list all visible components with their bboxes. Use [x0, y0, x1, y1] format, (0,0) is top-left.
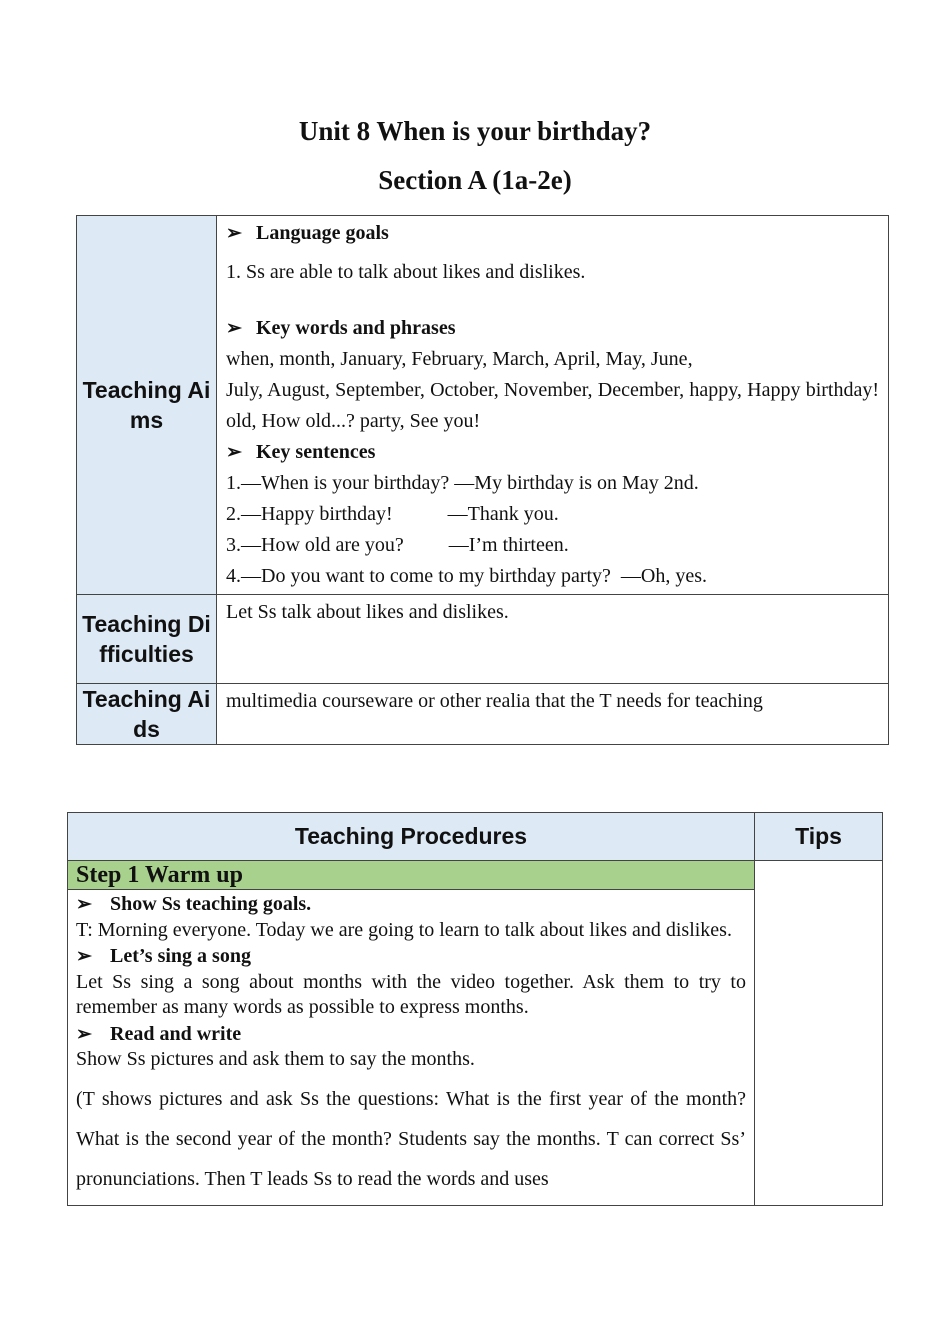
key-words-line-2: July, August, September, October, November, December, happy, Happy birthday! old, How old...? party, See you! — [226, 379, 879, 432]
sentence-item: 2.—Happy birthday! —Thank you. — [226, 503, 559, 525]
sing-heading — [76, 944, 746, 970]
sing-title: Let’s sing a song — [110, 945, 251, 967]
aids-label: Teaching Aids — [77, 684, 217, 745]
key-sentences-title: Key sentences — [256, 441, 376, 463]
sentence-item: 4.—Do you want to come to my birthday party? —Oh, yes. — [226, 565, 708, 587]
arrowhead-bullet-icon: ➢ — [76, 946, 92, 967]
read-write-heading — [76, 1022, 746, 1048]
sing-text: Let Ss sing a song about months with the video together. Ask them to try to remember as many words as possible to express months. — [76, 970, 746, 1018]
key-sentences-heading — [226, 437, 879, 468]
tips-header: Tips — [755, 813, 883, 861]
step1-content — [68, 890, 755, 1206]
step1-row — [68, 861, 883, 890]
arrowhead-bullet-icon: ➢ — [226, 442, 242, 463]
sentence-item: 1.—When is your birthday? —My birthday is on May 2nd. — [226, 472, 699, 494]
aims-content — [217, 216, 889, 595]
arrowhead-bullet-icon: ➢ — [76, 1023, 92, 1045]
arrowhead-bullet-icon: ➢ — [76, 894, 92, 915]
difficulties-content: Let Ss talk about likes and dislikes. — [217, 595, 889, 684]
arrowhead-bullet-icon: ➢ — [226, 223, 242, 244]
show-goals-text: T: Morning everyone. Today we are going to learn to talk about likes and dislikes. — [76, 918, 732, 941]
procedure-paragraph: (T shows pictures and ask Ss the questions: What is the first year of the month? What is the second year of the month? Students say the months. T can correct Ss’ pronunciations. Then T leads Ss to read the words and uses — [76, 1087, 746, 1190]
aims-label: Teaching Aims — [77, 216, 217, 595]
procedures-header-row — [68, 813, 883, 861]
language-goals-heading — [226, 218, 879, 249]
language-goals-title: Language goals — [256, 222, 389, 244]
key-words-title: Key words and phrases — [256, 317, 456, 339]
teaching-aims-table — [76, 215, 889, 745]
arrowhead-bullet-icon: ➢ — [226, 318, 242, 339]
key-words-line-1: when, month, January, February, March, April, May, June, — [226, 348, 693, 370]
aids-row — [77, 684, 889, 745]
tips-cell — [755, 861, 883, 1206]
teaching-procedures-table — [67, 812, 883, 1206]
step1-title: Step 1 Warm up — [68, 861, 755, 890]
sentence-item: 3.—How old are you? —I’m thirteen. — [226, 534, 569, 556]
difficulties-label: Teaching Difficulties — [77, 595, 217, 684]
difficulties-row — [77, 595, 889, 684]
procedures-header: Teaching Procedures — [68, 813, 755, 861]
section-title: Section A (1a-2e) — [378, 165, 572, 195]
language-goals-item: 1. Ss are able to talk about likes and dislikes. — [226, 261, 586, 283]
aims-row — [77, 216, 889, 595]
show-goals-title: Show Ss teaching goals. — [110, 893, 312, 915]
key-words-heading — [226, 313, 879, 344]
aids-content: multimedia courseware or other realia that the T needs for teaching — [217, 684, 889, 745]
read-write-title: Read and write — [110, 1022, 242, 1045]
unit-title: Unit 8 When is your birthday? — [298, 116, 652, 146]
show-goals-heading — [76, 892, 746, 918]
read-write-text: Show Ss pictures and ask them to say the months. — [76, 1048, 475, 1070]
